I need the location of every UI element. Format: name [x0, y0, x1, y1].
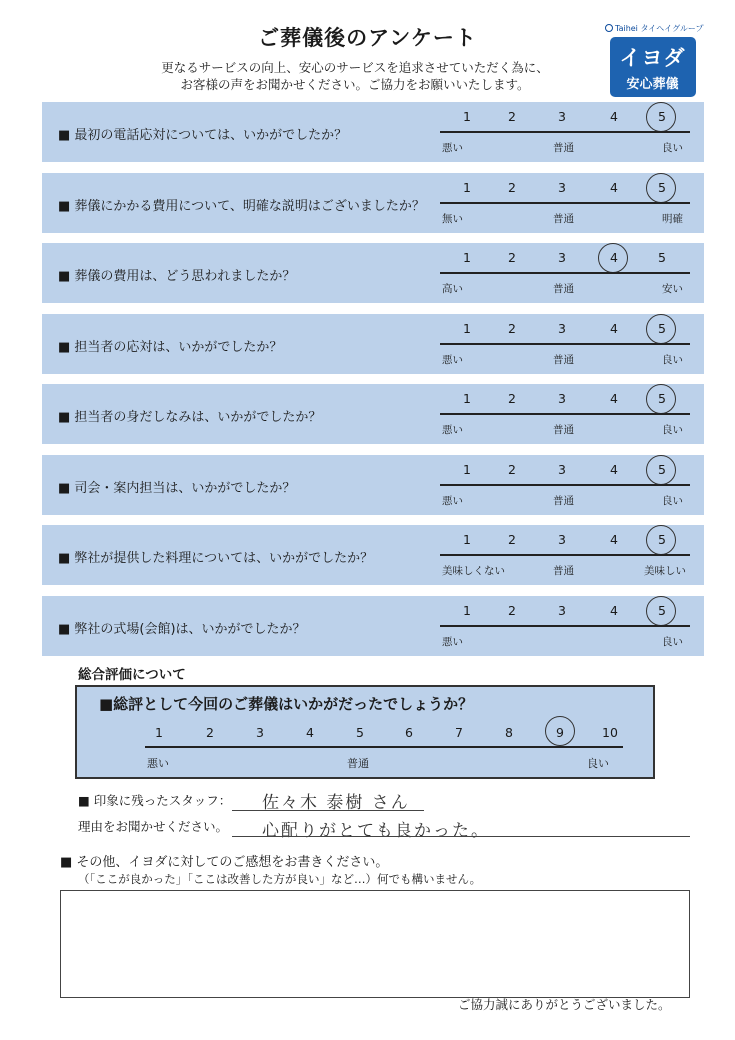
- scale-option-5[interactable]: 5: [658, 180, 666, 195]
- overall-scale-line: [145, 746, 623, 748]
- question-label: ■ 最初の電話応対については、いかがでしたか？: [58, 128, 348, 143]
- scale-line: [440, 131, 690, 133]
- scale-option-3[interactable]: 3: [558, 180, 566, 195]
- scale-option-1[interactable]: 1: [463, 603, 471, 618]
- overall-option-2[interactable]: 2: [206, 725, 214, 740]
- question-row: [42, 314, 704, 374]
- scale-option-5[interactable]: 5: [658, 391, 666, 406]
- question-label: ■ 葬儀の費用は、どう思われましたか？: [58, 269, 296, 284]
- scale-mid-label: 普通: [553, 142, 574, 154]
- question-row: [42, 525, 704, 585]
- scale-option-3[interactable]: 3: [558, 391, 566, 406]
- overall-question: ■総評として今回のご葬儀はいかがだったでしょうか？: [99, 695, 474, 713]
- overall-option-1[interactable]: 1: [155, 725, 163, 740]
- comment-box[interactable]: [60, 890, 690, 998]
- scale-line: [440, 625, 690, 627]
- overall-option-7[interactable]: 7: [455, 725, 463, 740]
- question-label: ■ 担当者の身だしなみは、いかがでしたか？: [58, 410, 322, 425]
- reason-value[interactable]: 心配りがとても良かった。: [262, 821, 490, 841]
- scale-option-4[interactable]: 4: [610, 109, 618, 124]
- scale-low-label: 悪い: [442, 424, 463, 436]
- scale-option-3[interactable]: 3: [558, 532, 566, 547]
- scale-option-3[interactable]: 3: [558, 321, 566, 336]
- scale-line: [440, 554, 690, 556]
- scale-mid-label: 普通: [553, 565, 574, 577]
- staff-label: ■ 印象に残ったスタッフ：: [78, 793, 232, 808]
- scale-option-5[interactable]: 5: [658, 321, 666, 336]
- scale-high-label: 良い: [662, 142, 683, 154]
- scale-option-2[interactable]: 2: [508, 462, 516, 477]
- scale-option-1[interactable]: 1: [463, 250, 471, 265]
- scale-option-3[interactable]: 3: [558, 603, 566, 618]
- intro-line-2: お客様の声をお聞かせください。ご協力をお願いいたします。: [180, 77, 530, 92]
- question-row: [42, 173, 704, 233]
- other-sub: （「ここが良かった」「ここは改善した方が良い」など…）何でも構いません。: [78, 872, 482, 886]
- selected-circle-mark: [646, 173, 676, 203]
- taihei-logo-icon: [605, 24, 613, 32]
- scale-option-2[interactable]: 2: [508, 391, 516, 406]
- scale-option-3[interactable]: 3: [558, 462, 566, 477]
- scale-option-4[interactable]: 4: [610, 391, 618, 406]
- logo-group-text: Taihei タイヘイグループ: [615, 24, 704, 33]
- scale-high-label: 明確: [662, 213, 683, 225]
- overall-selected-circle-mark: [545, 716, 575, 746]
- scale-option-4[interactable]: 4: [610, 321, 618, 336]
- scale-high-label: 美味しい: [644, 565, 686, 577]
- scale-option-1[interactable]: 1: [463, 180, 471, 195]
- scale-option-1[interactable]: 1: [463, 321, 471, 336]
- overall-option-5[interactable]: 5: [356, 725, 364, 740]
- scale-option-1[interactable]: 1: [463, 462, 471, 477]
- scale-option-5[interactable]: 5: [658, 603, 666, 618]
- scale-option-1[interactable]: 1: [463, 391, 471, 406]
- scale-low-label: 悪い: [442, 142, 463, 154]
- scale-mid-label: 普通: [553, 283, 574, 295]
- company-logo: [605, 23, 704, 97]
- overall-option-6[interactable]: 6: [405, 725, 413, 740]
- scale-option-5[interactable]: 5: [658, 532, 666, 547]
- question-row: [42, 455, 704, 515]
- logo-brand: イヨダ: [619, 46, 686, 70]
- overall-high-label: 良い: [587, 757, 609, 770]
- question-row: [42, 596, 704, 656]
- question-label: ■ 司会・案内担当は、いかがでしたか？: [58, 481, 296, 496]
- question-label: ■ 弊社の式場(会館)は、いかがでしたか？: [58, 622, 306, 637]
- scale-option-2[interactable]: 2: [508, 532, 516, 547]
- scale-option-5[interactable]: 5: [658, 250, 666, 265]
- scale-option-5[interactable]: 5: [658, 109, 666, 124]
- scale-option-3[interactable]: 3: [558, 250, 566, 265]
- scale-mid-label: 普通: [553, 495, 574, 507]
- question-row: [42, 102, 704, 162]
- scale-option-4[interactable]: 4: [610, 532, 618, 547]
- scale-option-2[interactable]: 2: [508, 603, 516, 618]
- scale-low-label: 無い: [442, 213, 463, 225]
- logo-badge: [610, 37, 696, 97]
- staff-name-value[interactable]: 佐々木 泰樹 さん: [262, 793, 410, 813]
- scale-option-4[interactable]: 4: [610, 603, 618, 618]
- overall-mid-label: 普通: [347, 757, 369, 770]
- scale-line: [440, 484, 690, 486]
- scale-low-label: 悪い: [442, 354, 463, 366]
- thanks-text: ご協力誠にありがとうございました。: [458, 997, 671, 1012]
- scale-option-2[interactable]: 2: [508, 321, 516, 336]
- overall-option-3[interactable]: 3: [256, 725, 264, 740]
- staff-underline: [232, 810, 424, 811]
- scale-line: [440, 413, 690, 415]
- scale-option-1[interactable]: 1: [463, 532, 471, 547]
- scale-option-3[interactable]: 3: [558, 109, 566, 124]
- scale-high-label: 良い: [662, 354, 683, 366]
- overall-option-8[interactable]: 8: [505, 725, 513, 740]
- overall-heading: 総合評価について: [78, 667, 186, 683]
- scale-option-2[interactable]: 2: [508, 250, 516, 265]
- other-label: ■ その他、イヨダに対してのご感想をお書きください。: [60, 855, 389, 870]
- scale-mid-label: 普通: [553, 213, 574, 225]
- overall-option-10[interactable]: 10: [602, 725, 618, 740]
- selected-circle-mark: [646, 596, 676, 626]
- page-title: ご葬儀後のアンケート: [258, 26, 477, 50]
- scale-low-label: 悪い: [442, 495, 463, 507]
- overall-rating-box: [75, 685, 655, 779]
- scale-high-label: 良い: [662, 424, 683, 436]
- scale-mid-label: 普通: [553, 424, 574, 436]
- reason-underline: [232, 836, 690, 837]
- scale-line: [440, 202, 690, 204]
- scale-low-label: 悪い: [442, 636, 463, 648]
- question-label: ■ 葬儀にかかる費用について、明確な説明はございましたか？: [58, 199, 425, 214]
- selected-circle-mark: [646, 102, 676, 132]
- overall-low-label: 悪い: [147, 757, 169, 770]
- scale-high-label: 安い: [662, 283, 683, 295]
- scale-mid-label: 普通: [553, 354, 574, 366]
- selected-circle-mark: [646, 384, 676, 414]
- question-row: [42, 243, 704, 303]
- scale-high-label: 良い: [662, 636, 683, 648]
- logo-tagline: 安心葬儀: [626, 77, 679, 92]
- question-row: [42, 384, 704, 444]
- scale-option-1[interactable]: 1: [463, 109, 471, 124]
- scale-option-4[interactable]: 4: [610, 462, 618, 477]
- scale-option-2[interactable]: 2: [508, 109, 516, 124]
- selected-circle-mark: [646, 455, 676, 485]
- scale-option-4[interactable]: 4: [610, 180, 618, 195]
- scale-high-label: 良い: [662, 495, 683, 507]
- question-label: ■ 弊社が提供した料理については、いかがでしたか？: [58, 551, 374, 566]
- overall-option-9[interactable]: 9: [556, 725, 564, 740]
- selected-circle-mark: [646, 525, 676, 555]
- scale-option-4[interactable]: 4: [610, 250, 618, 265]
- scale-low-label: 美味しくない: [442, 565, 505, 577]
- selected-circle-mark: [598, 243, 628, 273]
- reason-label: 理由をお聞かせください。: [78, 819, 229, 834]
- question-label: ■ 担当者の応対は、いかがでしたか？: [58, 340, 283, 355]
- scale-option-2[interactable]: 2: [508, 180, 516, 195]
- selected-circle-mark: [646, 314, 676, 344]
- scale-line: [440, 343, 690, 345]
- intro-line-1: 更なるサービスの向上、安心のサービスを追求させていただく為に、: [161, 60, 549, 75]
- scale-option-5[interactable]: 5: [658, 462, 666, 477]
- overall-option-4[interactable]: 4: [306, 725, 314, 740]
- scale-low-label: 高い: [442, 283, 463, 295]
- scale-line: [440, 272, 690, 274]
